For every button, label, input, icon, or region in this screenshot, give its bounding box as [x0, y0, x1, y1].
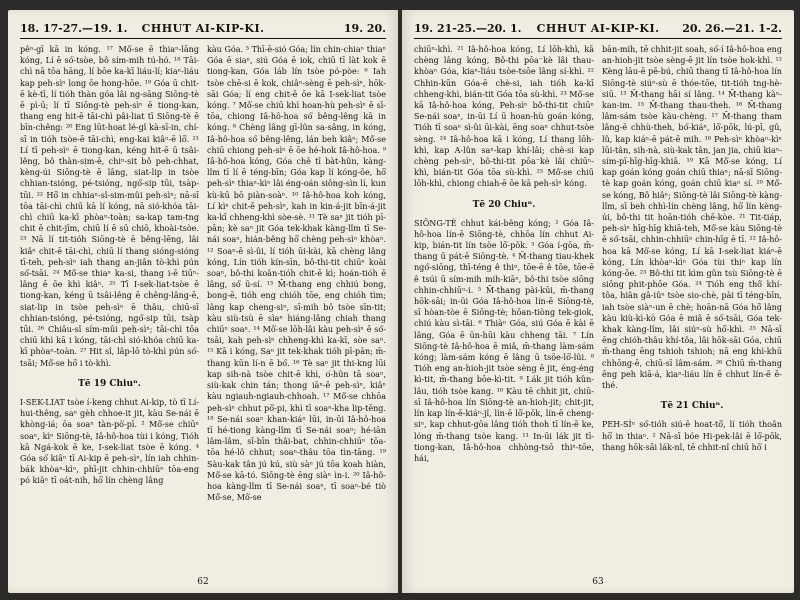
- text-columns: [414, 44, 782, 571]
- left-page: [8, 10, 398, 593]
- text-column-1: [414, 44, 594, 571]
- header-verse-range-left: 19. 21-25.—20. 1.: [414, 22, 522, 35]
- page-header: [20, 18, 386, 39]
- body-text: kàu Góa. ⁵ Thī-ē-sió Góa; lín chin-chiaⁿ thiaⁿ Góa ē siaⁿ, siú Góa ē iok, chiū tī làt kok ē tiong-kan, Góa láb lín tsòe pó-pòe: ⁶ Iah tsòe chē-si ē kok, chiâⁿ-sèng ē peh-sìⁿ, hōk-sāi Góa; lí eng chit-ē ōe kā I-sek-liat tsòe kóng. ⁷ Mô͘-se chiū khì hoan-hù peh-sìⁿ ē sī-tōa, chiong Iâ-hô-hoa só͘ bêng-lêng kā in kóng. ⁸ Chèng lâng gī-lûn sa-sâng, in kóng, Iâ-hô-hoa só͘ bêng-lêng, lán beh kiâⁿ; Mô͘-se chiū chiong peh-sìⁿ ē ōe hé-hok Iâ-hô-hoa. ⁹ Iâ-hô-hoa kóng, Góa chē tī bàt-hûn, kàng-lîm tī lí ē téng-bīn; Góa kap lí kóng-ōe, hō͘ peh-sìⁿ thiaⁿ-kìⁿ lâi éng-oán siông-sìn lí, kun kù-kū bō piàn-soàⁿ. ¹⁰ Iâ-hô-hoa koh kóng, Lí kìⁿ chit-ē peh-sìⁿ, kah in kin-á-jit bīn-á-jit ka-kī chheng-khì sòe-sè. ¹¹ Tè saⁿ jit tióh pī-pān; kè saⁿ jit Góa tek-khak kàng-lîm tī Se-nái soaⁿ, hián-bêng hō͘ chèng peh-sìⁿ khòaⁿ. ¹² Soaⁿ-ē sì-ûi, lí tióh ūi-kài, kā chèng lâng kóng, Lín tióh kín-sīn, bô-thi-tit chiūⁿ koài soaⁿ, bô-thi koân-tióh chit-ē kì; hoán-tióh ē lâng, só͘ ū-sí. ¹³ M̄-thang eng chhiú bong, bong-ē, tióh eng chióh tōe, eng chióh tìm; lâng kap cheng-siⁿ, sī-mih bô tsòe sīn-tit; kàu siù-tsù ē sìaⁿ hiáng-lâng chiah thang chiūⁿ soaⁿ. ¹⁴ Mô͘-se lōh-lâi kàu peh-sìⁿ ē só͘-tsāi, kah peh-sìⁿ chheng-khì ka-kī, sòe saⁿ. ¹⁵ Kā i kóng, Saⁿ jit tek-khak tióh pī-pān; m̄-thang kūn lí-n ē bó͘. ¹⁶ Tè saⁿ jit thi-kng lūi kap sih-nà tsòe chit-ē khì, o͘-hûn tā soaⁿ, siù-kak chin tán; thong iāⁿ-ē peh-sìⁿ, kiâⁿ kàu ngiauh-ngiauh-chhoah. ¹⁷ Mô͘-se chhōa peh-sìⁿ chhut pō͘-pi, khì tī soaⁿ-kha lip-tēng. ¹⁸ Se-nái soaⁿ khan-kiáⁿ lūi, in-ūi Iâ-hô-hoa tī hé-tiong kàng-lîm tī Se-nái soaⁿ; hé-iān lâm-lâm, sī-bīn thâi-bat, chhin-chhiūⁿ tōa-tōa hé-lô chhut; soaⁿ-thâu tōa tìn-tāng. ¹⁹ Sàu-kak tân jú kú, siù sàⁿ jú tōa koah hiàn, Mô͘-se kā-tó. Siōng-tè ēng siàⁿ ìn-i. ²⁰ Iâ-hô-hoa kàng-lîm tī Se-nái soaⁿ, tī soaⁿ-bé tiò Mô͘-se, Mô͘-se: [207, 45, 386, 503]
- chapter-heading: Tē 21 Chiuⁿ.: [660, 401, 724, 412]
- body-text-chapter-start: I-SEK-LIAT tsòe í-keng chhut Ai-kip, tò tī Lí-hui-thêng, saⁿ gèh chhoe-it jit, kàu Se-nái ē khòng-iá; ōa soaⁿ tàn-pò͘-pī. ² Mô͘-se chiūⁿ soaⁿ, kìⁿ Siōng-tè, Iâ-hô-hoa tùi i kóng, Tióh kā Ngá-kok ē ke, I-sek-liat tsòe ē kóng. ⁴ Góa só͘ kiâⁿ tī Ai-kip ē peh-sìⁿ, lín iah chhin-bák khòaⁿ-kìⁿ, phī-jit chhin-chhiūⁿ tōa-eng pó kiâⁿ tī oát-nih, hō͘ lín chèng lâng: [20, 397, 199, 486]
- header-verse-range-right: 20. 26.—21. 1-2.: [682, 22, 782, 35]
- header-verse-range-left: 18. 17-27.—19. 1.: [20, 22, 128, 35]
- page-number: 63: [592, 577, 604, 587]
- header-verse-range-right: 19. 20.: [343, 22, 386, 35]
- right-page: [402, 10, 794, 593]
- body-text: pêⁿ-gī kā in kóng. ¹⁷ Mô͘-se ē thiaⁿ-lāng kóng, Lí ē só͘-tsòe, bô sím-mih tú-hó. ¹⁸ Tāi-chì nā tōa hāng, lí bōe ka-kī liáu-lí; kiaⁿ-liáu kap peh-sìⁿ long ōe hong-hōe. ¹⁹ Góa ū chit-ē kè-tī, lí tióh thàn góa lâi ng-sāng Siōng-tè ē pì-ū; lí tī Siōng-tè peh-sìⁿ ē tiong-kan, thang eng hit-ē tāi-chì pâi-liat tī Siōng-tè ē bīn-chêng: ²⁰ Eng lūt-hoat lé-gî kà-sī-in, chí-sī in tióh tsòe-ē tāi-chì, eng-kai kiâⁿ-ē lō͘. ²¹ Lí tī peh-sìⁿ ē tiong-kan, kéng hit-ē ū tsâi-lêng, bô thàn-sim-ē, chiⁿ-sit bô peh-chhat, kèng-úi Siōng-tè ē lâng, siat-lip in tsòe chhian-tsióng, pé-tsióng, ngó͘-sip tūi, tsàp-tūi. ²² Hō͘ in chhiaⁿ-sî-sim-mûi peh-sìⁿ; nā-sī tōa tāi-chì chiū kā lí kóng, nā sió-khóa tāi-chì chiū ka-kī phòaⁿ-toàn; sa-kap tam-tng chit ē chit-jīm, chiū lí ē sū chiō, khoài-tsòe. ²³ Nā lí tit-tióh Siōng-tè ē bêng-lēng, lâi kiâⁿ chit-ē tāi-chì, chiū lí thang sióng-sióng tī-teh, peh-sìⁿ iah thang an-jiân tò-khì pún só͘-tsāi. ²⁴ Mô͘-se thiaⁿ ka-si, thang i-ē tiūⁿ-lâng ē ōe khì kiâⁿ. ²⁵ Tī I-sek-liat-tsòe ē tiong-kan, kéng ū tsâi-lêng ē chêng-lâng-ē, siat-lip in tsòe peh-sìⁿ ē thâu, chiū-sī chhian-tsióng, pé-tsióng, ngó͘-sip tūi, tsàp tūi. ²⁶ Chiâu-sî sím-mûi peh-sìⁿ; tāi-chì tōa chiū khì kā i kóng, tāi-chì sió-khóa chiū ka-kī phòaⁿ-toàn. ²⁷ Hit sî, lâp-lō tò-khì pún só͘-tsāi; Mô͘-se hō͘ i tò-khì.: [20, 45, 199, 368]
- page-number: 62: [197, 577, 209, 587]
- text-column-2: [602, 44, 782, 571]
- text-column-2: [207, 44, 386, 571]
- body-text-chapter-start: PEH-SÌⁿ só͘-tióh siú-ē hoat-tō͘, lí tióh thoân hō͘ in thiaⁿ. ² Nā-sī bóe Hi-pek-lâi ē lō͘-pōk, thang hōk-sāi lák-nî, tē chhit-nî chiū hō͘ i: [602, 420, 782, 452]
- text-column-1: [20, 44, 199, 571]
- text-columns: [20, 44, 386, 571]
- header-book-title: CHHUT AI-KIP-KI.: [141, 22, 265, 35]
- chapter-heading: Tē 20 Chiuⁿ.: [472, 199, 536, 210]
- header-book-title: CHHUT AI-KIP-KI.: [536, 22, 660, 35]
- body-text: bān-mih, tē chhit-jit soah, só͘-í Iâ-hô-hoa eng an-hioh-jit tsòe sèng-ē jit lín tsòe hok-khì. ¹² Kèng lāu-ē pē-bú, chiū thang tī Iâ-hô-hoa lín Siōng-tè siúⁿ-sù ē thóe-tōe, tit-tióh tng-hè-siū. ¹³ M̄-thang hāi sí lâng. ¹⁴ M̄-thang kàⁿ-kan-im. ¹⁵ M̄-thang thau-theh. ¹⁶ M̄-thang lâm-sám tsòe kàu-chèng. ¹⁷ M̄-thang tham lâng-ē chhù-theh, bó͘-kiáⁿ, lō͘-pōk, lú-pī, gû, lû, kap kiáⁿ-ē pát-ē mih. ¹⁸ Peh-sìⁿ khòaⁿ-kìⁿ lūi-tân, sih-nà, siù-kak tân, jan jia, chiū kiaⁿ-sím-pī-hīg-hīg-khiā. ¹⁹ Kā Mô͘-se kóng, Lí kap goán kóng goán chiū thiaⁿ; nā-sī Siōng-tè kap goán kóng, goán chiū kiaⁿ sí. ²⁰ Mô͘-se kóng, Bô hiâⁿ; Siōng-tè lâi Siōng-tè kàng-lîm, sī beh chhì-lín chèng lâng, hō͘ lín kèng-úi, bô-thi tit hoān-tióh chē-kòe. ²¹ Tit-tiáp, peh-sìⁿ hīg-hīg khiā-teh, Mô͘-se kàu Siōng-tè ē só͘-tsāi, chhin-chhiūⁿ chin-hīg ē tī. ²² Iâ-hô-hoa kā Mô͘-se kóng, Lí kā I-sek-liat kiáⁿ-ē kóng, Lín khòaⁿ-kìⁿ Góa tùi thiⁿ kap lín kóng-ōe. ²³ Bô-thi tit kìm gûn tsù Siōng-tè ē siōng phit-phōe Góa. ²⁴ Tióh eng thô͘ khí-tôa, hiân gâ-iûⁿ tsòe sio-chè, pài tī téng-bīn, iah tsòe siàⁿ-un ē chè; hoān-nā Góa hō͘ lâng kàu kiù-kì-kò Góa ē miâ ē só͘-tsāi, Góa tek-khak kàng-lîm, lâi siúⁿ-sù hō͘-khì. ²⁵ Nā-sī ēng chióh-thâu khí-tôa, lâi hōk-sāi Góa, chiū m̄-thang ēng tshioh tshioh; nā eng khì-khū chhōng-ē, chiū-sī lâm-sám. ²⁶ Chiū m̄-thang ēng peh kiā-á, kiaⁿ-liáu lín ē chhut lín-ē ē-thé.: [602, 45, 782, 391]
- body-text-chapter-start: SIŌNG-TÈ chhut kái-bêng kóng; ² Góa Iâ-hô-hoa lín-ē Siōng-tè, chhōa lín chhut Ai-kip, bián-tit lín tsòe lō͘-pōk. ³ Góa í-gōa, m̄-thang ū pát-ē Siōng-tè. ⁴ M̄-thang tiau-khek ngó͘-siōng, thī-téng ê thiⁿ, tōe-ē ê tōe, tōe-ē ê tsúi ū sím-mih mih-kiāⁿ, bô-thi tsòe siōng chhin-chhiūⁿ-i. ⁵ M̄-thang pài-kūi, m̄-thang hōk-sāi; in-ūi Góa Iâ-hô-hoa lín-ē Siōng-tè, sī hòan-tòe ē Siōng-tè; hōan-tiòng tek-giok, chiú kàu sì-tāi. ⁶ Thiàⁿ Góa, siú Góa ē kài ē lâng, Góa ē ūn-hūi kàu chheng tāi. ⁷ Lín Siōng-tè Iâ-hô-hoa ē miâ, m̄-thang làm-sám kóng; làm-sám kóng ē lâng ū tsōe-lō͘-lûi. ⁸ Tióh eng an-hioh-jit tsòe sèng ē jit, éng-éng kì-tit, m̄-thang bōe-kì-tit. ⁹ Lák jit tióh kûn-lâu, tióh tsòe kang. ¹⁰ Kàu tē chhit jit, chiū-sī Iâ-hô-hoa lín Siōng-tè an-hioh-jit; chit-jit, lín kap lín-ē-kiáⁿ-jî, lín-ē lō͘-pōk, lín-ē cheng-siⁿ, kap chhut-gōa lâng tióh thoh tī lín-ē ke, lóng m̄-thang tsòe kang. ¹¹ In-ūi lák jit tī-tiong-kan, Iâ-hô-hoa chhòng-tsō thiⁿ-tōe, hái,: [414, 218, 594, 463]
- page-header: [414, 18, 782, 39]
- body-text: chiūⁿ-khì. ²¹ Iâ-hô-hoa kóng, Lí lōh-khì, kā chèng lâng kóng, Bô-thi pōa⁻kè lâi thau-khòaⁿ Góa, kiaⁿ-liáu tsòe-tsōe lâng sí-khì. ²² Chhin-kūn Góa-ē chè-si, iah tióh ka-kī chheng-khì, bián-tit Góa tōa sù-khì. ²³ Mô͘-se kā Iâ-hô-hoa kóng, Peh-sìⁿ bô-thi-tit chiūⁿ Se-nái soaⁿ, in-ūi Lí ū hoan-hù goán kóng, Tióh tī soaⁿ sì-ûi ūi-kài, ēng soaⁿ chhut-tsòe sèng. ²⁴ Iâ-hô-hoa kā i kóng, Lí thang lōh-khì, kap A-lûn saⁿ-kap khí-lâi; chè-si kap chèng peh-sìⁿ, bô-thi-tit pōa⁻kè lâi chiūⁿ-khì, bián-tit Góa tōa sù-khì. ²⁵ Mô͘-se chiū lōh-khì, chiong chiah-ē ōe kā peh-sìⁿ kóng.: [414, 45, 594, 189]
- chapter-heading: Tē 19 Chiuⁿ.: [78, 378, 141, 389]
